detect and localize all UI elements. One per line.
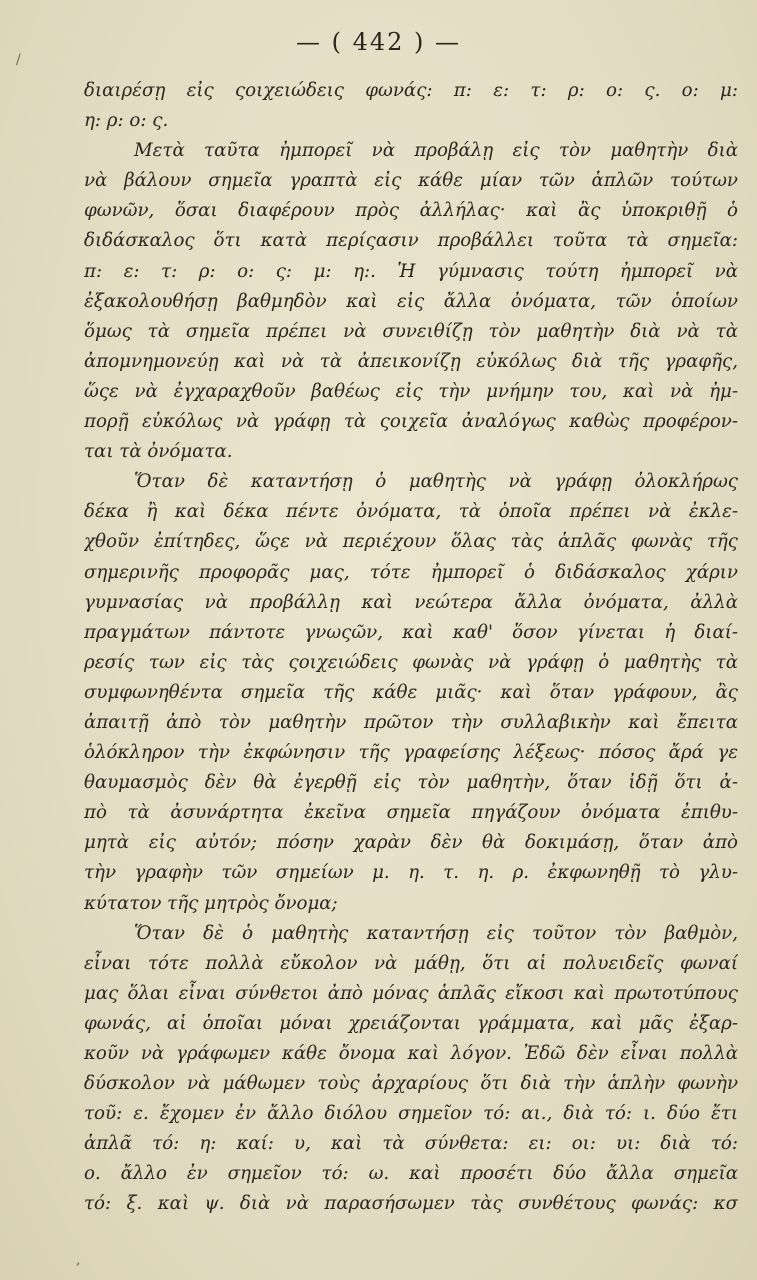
text-line: ρεσίς των εἰς τὰς ςοιχειώδεις φωνὰς νὰ γράφῃ ὁ μαθητὴς τὰ (84, 651, 738, 673)
text-line: πραγμάτων πάντοτε γνωςῶν, καὶ καθ' ὅσον γίνεται ἡ διαί- (84, 621, 738, 643)
text-line: Ὅταν δὲ καταντήσῃ ὁ μαθητὴς νὰ γράφῃ ὁλοκλήρως (134, 471, 738, 493)
text-line: κύτατον τῆς μητρὸς ὄνομα; (84, 892, 338, 914)
text-line: πορῇ εὐκόλως νὰ γράφῃ τὰ ςοιχεῖα ἀναλόγως καθὼς προφέρον- (84, 411, 738, 433)
text-line: Μετὰ ταῦτα ἠμπορεῖ νὰ προβάλῃ εἰς τὸν μαθητὴν διὰ (134, 140, 738, 162)
text-line: ἁπλᾶ τό: η: καί: υ, καὶ τὰ σύνθετα: ει: οι: υι: διὰ τό: (84, 1133, 738, 1155)
text-line: ὅμως τὰ σημεῖα πρέπει νὰ συνειθίζῃ τὸν μαθητὴν διὰ νὰ τὰ (84, 320, 738, 342)
text-line: φωνάς, αἱ ὁποῖαι μόναι χρειάζονται γράμματα, καὶ μᾶς ἐξαρ- (84, 1012, 738, 1034)
text-line: νὰ βάλουν σημεῖα γραπτὰ εἰς κάθε μίαν τῶν ἁπλῶν τούτων (84, 170, 738, 192)
text-line: τό: ξ. καὶ ψ. διὰ νὰ παρασήσωμεν τὰς συνθέτους φωνάς: κσ (84, 1193, 738, 1215)
text-line: ἀπομνημονεύῃ καὶ νὰ τὰ ἀπεικονίζῃ εὐκόλως διὰ τῆς γραφῆς, (84, 350, 738, 372)
text-line: ὥςε νὰ ἐγχαραχθοῦν βαθέως εἰς τὴν μνήμην του, καὶ νὰ ἠμ- (84, 380, 738, 402)
text-line: συμφωνηθέντα σημεῖα τῆς κάθε μιᾶς· καὶ ὅταν γράφουν, ἂς (84, 681, 738, 703)
text-line: γυμνασίας νὰ προβάλλῃ καὶ νεώτερα ἄλλα ὀνόματα, ἀλλὰ (84, 591, 738, 613)
text-line: τοῦ: ε. ἔχομεν ἐν ἄλλο διόλου σημεῖον τό: αι., διὰ τό: ι. δύο ἔτι (84, 1103, 738, 1125)
margin-mark: , (76, 1252, 81, 1268)
body-text (84, 76, 738, 1220)
text-line: πὸ τὰ ἀσυνάρτητα ἐκεῖνα σημεῖα πηγάζουν ὀνόματα ἐπιθυ- (84, 802, 738, 824)
margin-mark: / (16, 52, 21, 68)
text-line: ο. ἄλλο ἐν σημεῖον τό: ω. καὶ προσέτι δύο ἄλλα σημεῖα (84, 1163, 738, 1185)
page-number: — ( 442 ) — (295, 28, 462, 56)
text-line: φωνῶν, ὅσαι διαφέρουν πρὸς ἀλλήλας· καὶ ἂς ὑποκριθῇ ὁ (84, 200, 738, 222)
text-line: ται τὰ ὀνόματα. (84, 441, 233, 463)
text-line: εἶναι τότε πολλὰ εὔκολον νὰ μάθῃ, ὅτι αἱ πολυειδεῖς φωναί (84, 952, 738, 974)
text-line: μας ὅλαι εἶναι σύνθετοι ἀπὸ μόνας ἁπλᾶς εἴκοσι καὶ πρωτοτύπους (84, 982, 738, 1004)
text-line: διαιρέσῃ εἰς ςοιχειώδεις φωνάς: π: ε: τ: ρ: ο: ς. ο: μ: (84, 80, 738, 101)
text-line: χθοῦν ἐπίτηδες, ὥςε νὰ περιέχουν ὅλας τὰς ἁπλᾶς φωνὰς τῆς (84, 531, 738, 553)
text-line: μητὰ εἰς αὐτόν; πόσην χαρὰν δὲν θὰ δοκιμάσῃ, ὅταν ἀπὸ (84, 832, 738, 854)
text-line: τὴν γραφὴν τῶν σημείων μ. η. τ. η. ρ. ἐκφωνηθῇ τὸ γλυ- (84, 862, 738, 884)
text-line: Ὅταν δὲ ὁ μαθητὴς καταντήσῃ εἰς τοῦτον τὸν βαθμὸν, (134, 922, 738, 944)
text-line: ἐξακολουθήσῃ βαθμηδὸν καὶ εἰς ἄλλα ὀνόματα, τῶν ὁποίων (84, 290, 738, 312)
text-line: ὁλόκληρον τὴν ἐκφώνησιν τῆς γραφείσης λέξεως· πόσος ἄρά γε (84, 742, 738, 764)
text-line: σημερινῆς προφορᾶς μας, τότε ἠμπορεῖ ὁ διδάσκαλος χάριν (84, 561, 738, 583)
text-line: π: ε: τ: ρ: ο: ς: μ: η:. Ἡ γύμνασις τούτη ἠμπορεῖ νὰ (84, 260, 738, 282)
text-line: κοῦν νὰ γράφωμεν κάθε ὄνομα καὶ λόγον. Ἐδῶ δὲν εἶναι πολλὰ (84, 1043, 738, 1064)
text-line: η: ρ: ο: ς. (84, 110, 169, 132)
text-line: δύσκολον νὰ μάθωμεν τοὺς ἀρχαρίους ὅτι διὰ τὴν ἁπλὴν φωνὴν (84, 1073, 738, 1095)
text-line: θαυμασμὸς δὲν θὰ ἐγερθῇ εἰς τὸν μαθητὴν, ὅταν ἰδῇ ὅτι ἀ- (84, 772, 738, 794)
text-line: δέκα ἢ καὶ δέκα πέντε ὀνόματα, τὰ ὁποῖα πρέπει νὰ ἐκλε- (84, 501, 738, 523)
text-line: διδάσκαλος ὅτι κατὰ περίςασιν προβάλλει τοῦτα τὰ σημεῖα: (84, 230, 738, 252)
text-line: ἀπαιτῇ ἀπὸ τὸν μαθητὴν πρῶτον τὴν συλλαβικὴν καὶ ἔπειτα (84, 711, 738, 733)
